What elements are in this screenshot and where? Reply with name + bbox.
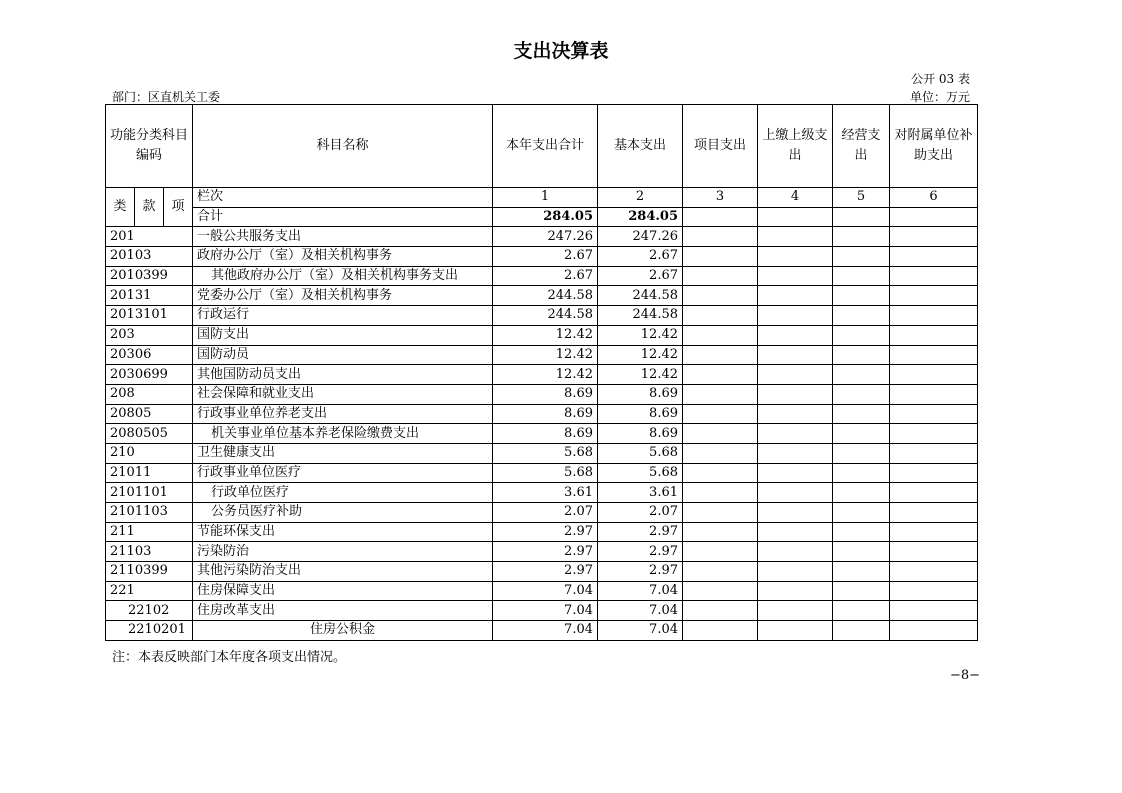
row-subsidy: [890, 483, 978, 503]
row-code: 221: [106, 581, 193, 601]
row-project: [683, 522, 758, 542]
table-row: [106, 503, 978, 523]
col-number: 1: [493, 188, 598, 208]
row-total: 2.07: [493, 503, 598, 523]
row-business: [833, 404, 890, 424]
row-remit: [758, 483, 833, 503]
row-business: [833, 247, 890, 267]
row-basic: 244.58: [598, 306, 683, 326]
row-remit: [758, 443, 833, 463]
row-total: 2.67: [493, 247, 598, 267]
row-basic: 2.07: [598, 503, 683, 523]
row-project: [683, 227, 758, 247]
sub-header-lanci: 栏次: [193, 188, 493, 208]
row-project: [683, 365, 758, 385]
total-basic: 284.05: [598, 207, 683, 227]
row-remit: [758, 266, 833, 286]
row-name: 住房保障支出: [193, 581, 493, 601]
row-total: 2.97: [493, 542, 598, 562]
row-name: 党委办公厅（室）及相关机构事务: [193, 286, 493, 306]
row-name: 行政事业单位养老支出: [193, 404, 493, 424]
header-row: [106, 105, 978, 188]
table-row: [106, 483, 978, 503]
row-project: [683, 306, 758, 326]
row-total: 2.97: [493, 522, 598, 542]
department-label: 部门：区直机关工委: [112, 90, 221, 104]
row-code: 2110399: [106, 562, 193, 582]
page-title: 支出决算表: [513, 40, 609, 62]
row-name: 卫生健康支出: [193, 443, 493, 463]
row-project: [683, 286, 758, 306]
row-subsidy: [890, 542, 978, 562]
header-subsidy: 对附属单位补助支出: [890, 105, 978, 188]
row-total: 8.69: [493, 384, 598, 404]
row-code: 22102: [106, 601, 193, 621]
row-business: [833, 365, 890, 385]
row-business: [833, 227, 890, 247]
column-number-row: [106, 188, 978, 208]
row-remit: [758, 621, 833, 641]
row-name: 污染防治: [193, 542, 493, 562]
row-code: 2101101: [106, 483, 193, 503]
row-remit: [758, 384, 833, 404]
row-basic: 5.68: [598, 443, 683, 463]
total-amount: 284.05: [493, 207, 598, 227]
row-total: 7.04: [493, 581, 598, 601]
row-subsidy: [890, 227, 978, 247]
row-basic: 2.97: [598, 522, 683, 542]
row-name: 国防支出: [193, 325, 493, 345]
table-row: [106, 266, 978, 286]
row-code: 210: [106, 443, 193, 463]
row-subsidy: [890, 325, 978, 345]
row-code: 2030699: [106, 365, 193, 385]
header-name: 科目名称: [193, 105, 493, 188]
table-row: [106, 621, 978, 641]
row-subsidy: [890, 306, 978, 326]
total-label: 合计: [193, 207, 493, 227]
row-subsidy: [890, 384, 978, 404]
row-total: 244.58: [493, 286, 598, 306]
form-number: 公开 03 表: [911, 72, 970, 86]
row-subsidy: [890, 345, 978, 365]
sub-header-xiang: 项: [164, 188, 193, 227]
row-code: 20306: [106, 345, 193, 365]
row-code: 203: [106, 325, 193, 345]
row-basic: 8.69: [598, 424, 683, 444]
row-name: 其他污染防治支出: [193, 562, 493, 582]
row-remit: [758, 562, 833, 582]
table-row: [106, 384, 978, 404]
row-basic: 244.58: [598, 286, 683, 306]
header-business: 经营支出: [833, 105, 890, 188]
row-name: 其他政府办公厅（室）及相关机构事务支出: [193, 266, 493, 286]
row-project: [683, 463, 758, 483]
row-basic: 2.97: [598, 562, 683, 582]
row-name: 一般公共服务支出: [193, 227, 493, 247]
row-business: [833, 581, 890, 601]
row-basic: 2.67: [598, 266, 683, 286]
row-remit: [758, 365, 833, 385]
row-name: 住房改革支出: [193, 601, 493, 621]
row-business: [833, 443, 890, 463]
row-project: [683, 266, 758, 286]
row-project: [683, 542, 758, 562]
row-name: 国防动员: [193, 345, 493, 365]
row-business: [833, 503, 890, 523]
row-project: [683, 562, 758, 582]
row-business: [833, 483, 890, 503]
row-basic: 8.69: [598, 384, 683, 404]
row-business: [833, 384, 890, 404]
table-row: [106, 522, 978, 542]
row-remit: [758, 247, 833, 267]
sub-header-kuan: 款: [135, 188, 164, 227]
col-number: 3: [683, 188, 758, 208]
row-project: [683, 581, 758, 601]
row-total: 3.61: [493, 483, 598, 503]
row-total: 244.58: [493, 306, 598, 326]
row-remit: [758, 601, 833, 621]
row-code: 2101103: [106, 503, 193, 523]
row-business: [833, 463, 890, 483]
table-row: [106, 227, 978, 247]
row-project: [683, 601, 758, 621]
row-total: 2.67: [493, 266, 598, 286]
row-remit: [758, 503, 833, 523]
row-total: 12.42: [493, 325, 598, 345]
row-business: [833, 621, 890, 641]
row-basic: 7.04: [598, 621, 683, 641]
row-code: 21011: [106, 463, 193, 483]
row-name: 节能环保支出: [193, 522, 493, 542]
row-name: 行政单位医疗: [193, 483, 493, 503]
row-code: 20131: [106, 286, 193, 306]
row-total: 12.42: [493, 365, 598, 385]
row-code: 2080505: [106, 424, 193, 444]
table-row: [106, 443, 978, 463]
table-row: [106, 286, 978, 306]
row-subsidy: [890, 286, 978, 306]
footnote: 注：本表反映部门本年度各项支出情况。: [112, 650, 347, 665]
row-name: 政府办公厅（室）及相关机构事务: [193, 247, 493, 267]
row-project: [683, 247, 758, 267]
row-total: 2.97: [493, 562, 598, 582]
row-code: 20805: [106, 404, 193, 424]
row-total: 7.04: [493, 601, 598, 621]
row-code: 21103: [106, 542, 193, 562]
row-code: 201: [106, 227, 193, 247]
row-total: 5.68: [493, 443, 598, 463]
row-business: [833, 601, 890, 621]
table-row: [106, 365, 978, 385]
row-project: [683, 424, 758, 444]
row-remit: [758, 286, 833, 306]
row-basic: 3.61: [598, 483, 683, 503]
row-total: 5.68: [493, 463, 598, 483]
row-subsidy: [890, 601, 978, 621]
col-number: 2: [598, 188, 683, 208]
row-basic: 5.68: [598, 463, 683, 483]
table-row: [106, 247, 978, 267]
row-remit: [758, 404, 833, 424]
row-basic: 2.97: [598, 542, 683, 562]
row-basic: 7.04: [598, 581, 683, 601]
header-func-code: 功能分类科目编码: [106, 105, 193, 188]
header-basic: 基本支出: [598, 105, 683, 188]
col-number: 5: [833, 188, 890, 208]
row-remit: [758, 325, 833, 345]
row-total: 7.04: [493, 621, 598, 641]
row-remit: [758, 227, 833, 247]
col-number: 4: [758, 188, 833, 208]
row-business: [833, 562, 890, 582]
row-remit: [758, 463, 833, 483]
row-business: [833, 424, 890, 444]
row-project: [683, 404, 758, 424]
row-business: [833, 306, 890, 326]
row-name: 公务员医疗补助: [193, 503, 493, 523]
col-number: 6: [890, 188, 978, 208]
row-subsidy: [890, 581, 978, 601]
row-business: [833, 522, 890, 542]
row-project: [683, 345, 758, 365]
row-code: 20103: [106, 247, 193, 267]
row-code: 211: [106, 522, 193, 542]
row-total: 8.69: [493, 424, 598, 444]
row-name: 机关事业单位基本养老保险缴费支出: [193, 424, 493, 444]
row-subsidy: [890, 266, 978, 286]
table-row: [106, 581, 978, 601]
row-total: 8.69: [493, 404, 598, 424]
row-project: [683, 483, 758, 503]
row-name: 其他国防动员支出: [193, 365, 493, 385]
header-remit: 上缴上级支出: [758, 105, 833, 188]
row-basic: 8.69: [598, 404, 683, 424]
row-name: 社会保障和就业支出: [193, 384, 493, 404]
table-row: [106, 463, 978, 483]
table-row: [106, 325, 978, 345]
row-subsidy: [890, 424, 978, 444]
row-total: 12.42: [493, 345, 598, 365]
expenditure-table: [105, 104, 978, 641]
header-project: 项目支出: [683, 105, 758, 188]
table-row: [106, 424, 978, 444]
row-subsidy: [890, 463, 978, 483]
table-row: [106, 542, 978, 562]
table-row: [106, 562, 978, 582]
row-remit: [758, 542, 833, 562]
row-remit: [758, 345, 833, 365]
row-code: 2013101: [106, 306, 193, 326]
row-basic: 7.04: [598, 601, 683, 621]
table-row: [106, 404, 978, 424]
row-total: 247.26: [493, 227, 598, 247]
row-project: [683, 443, 758, 463]
page-number: −8−: [950, 668, 981, 683]
row-name: 行政事业单位医疗: [193, 463, 493, 483]
total-row: [106, 207, 978, 227]
row-name: 行政运行: [193, 306, 493, 326]
row-remit: [758, 522, 833, 542]
sub-header-lei: 类: [106, 188, 135, 227]
table-row: [106, 601, 978, 621]
row-basic: 12.42: [598, 325, 683, 345]
row-project: [683, 621, 758, 641]
row-remit: [758, 306, 833, 326]
row-business: [833, 266, 890, 286]
table-row: [106, 345, 978, 365]
row-business: [833, 345, 890, 365]
row-subsidy: [890, 621, 978, 641]
row-project: [683, 325, 758, 345]
unit-label: 单位：万元: [909, 90, 970, 104]
table-row: [106, 306, 978, 326]
row-project: [683, 384, 758, 404]
row-project: [683, 503, 758, 523]
row-remit: [758, 581, 833, 601]
row-basic: 12.42: [598, 365, 683, 385]
row-subsidy: [890, 522, 978, 542]
row-basic: 247.26: [598, 227, 683, 247]
row-subsidy: [890, 365, 978, 385]
header-total: 本年支出合计: [493, 105, 598, 188]
row-code: 2210201: [106, 621, 193, 641]
row-business: [833, 286, 890, 306]
row-subsidy: [890, 247, 978, 267]
row-business: [833, 325, 890, 345]
row-subsidy: [890, 562, 978, 582]
row-remit: [758, 424, 833, 444]
row-code: 2010399: [106, 266, 193, 286]
row-name: 住房公积金: [193, 621, 493, 641]
row-business: [833, 542, 890, 562]
row-subsidy: [890, 503, 978, 523]
row-code: 208: [106, 384, 193, 404]
row-basic: 12.42: [598, 345, 683, 365]
row-subsidy: [890, 404, 978, 424]
row-basic: 2.67: [598, 247, 683, 267]
row-subsidy: [890, 443, 978, 463]
